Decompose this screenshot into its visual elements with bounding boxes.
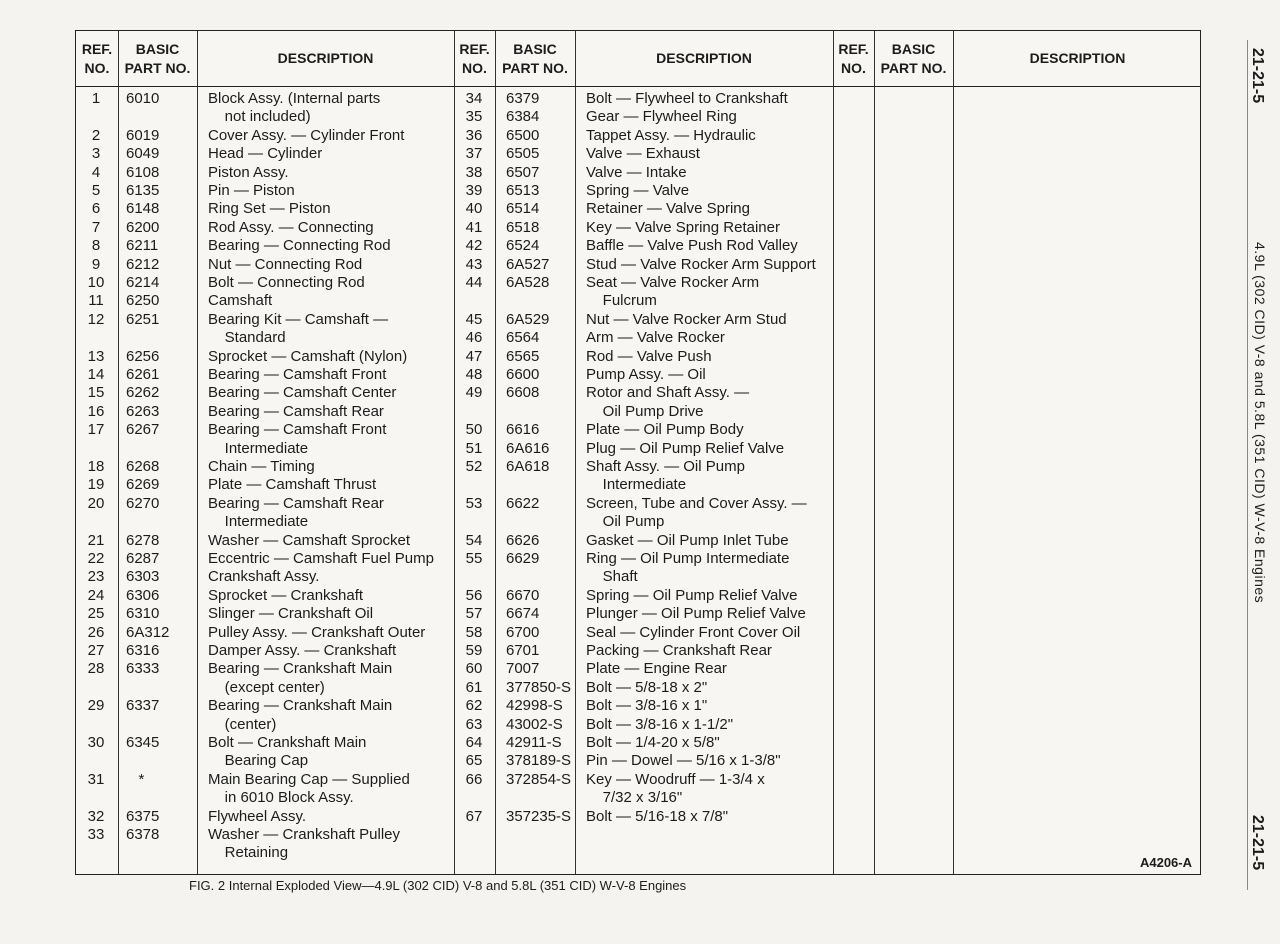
part-number-cell: 6701 [506,642,540,659]
description-cell: Oil Pump [586,513,665,531]
ref-cell: 34 [465,90,483,107]
table-row [454,513,1200,531]
part-number-cell: 6379 [506,90,540,107]
ref-cell: 26 [87,623,105,641]
ref-cell: 8 [91,237,101,255]
table-row [454,789,1200,807]
description-cell: Nut — Connecting Rod [208,255,363,273]
description-cell: Key — Valve Spring Retainer [586,218,780,236]
part-number-cell: * [126,770,145,788]
ref-cell: 29 [87,697,105,715]
ref-cell: 55 [465,550,483,567]
ref-cell: 49 [465,384,483,402]
part-number-cell: 6333 [126,660,160,678]
ref-cell: 54 [465,531,483,549]
description-cell: Retaining [208,844,289,862]
part-number-cell: 6674 [506,605,540,623]
description-cell: Bolt — 5/8-18 x 2" [586,678,708,696]
table-row [454,292,1200,310]
ref-cell: 50 [465,421,483,439]
ref-cell: 31 [87,770,105,788]
description-cell: Block Assy. (Internal parts [208,90,381,107]
ref-cell: 62 [465,697,483,715]
description-cell: Seal — Cylinder Front Cover Oil [586,623,801,641]
description-cell: Plate — Camshaft Thrust [208,476,377,494]
part-number-cell: 6670 [506,586,540,604]
table-row [454,697,1200,715]
description-cell: Bearing — Camshaft Rear [208,402,384,420]
table-row [454,642,1200,660]
description-cell: Bearing — Camshaft Center [208,384,397,402]
ref-cell: 24 [87,586,105,604]
description-cell: Ring — Oil Pump Intermediate [586,550,790,567]
part-number-cell: 357235-S [506,807,572,825]
table-row [454,108,1200,126]
table-row [454,348,1200,366]
ref-cell: 51 [465,439,483,457]
description-cell: Cover Assy. — Cylinder Front [208,126,405,144]
header-part-1: BASIC PART NO. [124,40,191,76]
table-row [454,734,1200,752]
description-cell: Plate — Engine Rear [586,660,727,678]
part-number-cell: 6345 [126,734,160,751]
ref-cell: 20 [87,494,105,512]
description-cell: Washer — Camshaft Sprocket [208,531,411,549]
table-row [454,624,1200,642]
header-desc-3: DESCRIPTION [1029,50,1126,66]
description-cell: Fulcrum [586,292,657,310]
side-title: 4.9L (302 CID) V-8 and 5.8L (351 CID) W-V-8 Engines [1252,242,1268,604]
ref-cell: 10 [87,274,105,291]
description-cell: Bolt — 3/8-16 x 1" [586,697,708,715]
table-row [454,384,1200,402]
ref-cell: 33 [87,826,105,843]
description-cell: Gear — Flywheel Ring [586,108,737,126]
description-cell: Bolt — Flywheel to Crankshaft [586,90,788,107]
part-number-cell: 6337 [126,697,160,715]
part-number-cell: 6268 [126,458,160,475]
table-row [454,568,1200,586]
part-number-cell: 6700 [506,623,540,641]
description-cell: Packing — Crankshaft Rear [586,642,772,659]
ref-cell: 11 [88,292,104,310]
ref-cell: 36 [465,126,483,144]
ref-cell: 35 [465,108,483,126]
description-cell: Piston Assy. [208,163,289,181]
part-number-cell: 6010 [126,90,160,107]
table-row [454,440,1200,458]
part-number-cell: 6316 [126,642,160,659]
description-cell: Head — Cylinder [208,145,323,163]
description-cell: Sprocket — Camshaft (Nylon) [208,347,408,365]
part-number-cell: 6514 [506,200,540,218]
description-cell: Shaft [586,568,638,586]
part-number-cell: 378189-S [506,752,572,770]
description-cell: Seat — Valve Rocker Arm [586,274,760,291]
description-cell: Bearing Kit — Camshaft — [208,310,389,328]
part-number-cell: 6214 [126,274,160,291]
table-row [454,605,1200,623]
part-number-cell: 6600 [506,366,540,383]
description-cell: Rod Assy. — Connecting [208,218,374,236]
table-row [454,274,1200,292]
part-number-cell: 6513 [506,182,540,199]
part-number-cell: 6518 [506,218,540,236]
ref-cell: 53 [465,494,483,512]
part-number-cell: 6A527 [506,255,550,273]
part-number-cell: 6135 [126,182,160,199]
part-number-cell: 6303 [126,568,160,586]
ref-cell: 28 [87,660,105,678]
ref-cell: 5 [91,182,101,199]
figure-caption: FIG. 2 Internal Exploded View—4.9L (302 CID) V-8 and 5.8L (351 CID) W-V-8 Engines [189,878,687,893]
header-ref-1: REF. NO. [81,40,113,76]
table-row [454,495,1200,513]
table-row [454,752,1200,770]
description-cell: Spring — Oil Pump Relief Valve [586,586,798,604]
header-desc-2: DESCRIPTION [656,50,752,66]
ref-cell: 46 [465,329,483,347]
description-cell: Damper Assy. — Crankshaft [208,642,397,659]
ref-cell: 32 [87,807,105,825]
description-cell: Gasket — Oil Pump Inlet Tube [586,531,789,549]
ref-cell: 39 [465,182,483,199]
description-cell: 7/32 x 3/16" [586,789,683,807]
part-number-cell: 6049 [126,145,160,163]
part-number-cell: 6108 [126,163,160,181]
part-number-cell: 6262 [126,384,160,402]
description-cell: Standard [208,329,286,347]
ref-cell: 9 [91,255,101,273]
description-cell: Ring Set — Piston [208,200,331,218]
part-number-cell: 6261 [126,366,160,383]
description-cell: Chain — Timing [208,458,315,475]
ref-cell: 25 [87,605,105,623]
ref-cell: 22 [87,550,105,567]
part-number-cell: 6507 [506,163,540,181]
table-row [454,237,1200,255]
ref-cell: 52 [465,458,483,475]
header-part-2: BASIC PART NO. [502,40,568,76]
description-cell: Pin — Dowel — 5/16 x 1-3/8" [586,752,781,770]
description-cell: Bearing — Crankshaft Main [208,697,393,715]
description-cell: (except center) [208,678,325,696]
table-row [454,403,1200,421]
ref-cell: 56 [465,586,483,604]
page-number-top: 21-21-5 [1249,48,1266,104]
table-row [454,366,1200,384]
table-row [454,679,1200,697]
description-cell: Valve — Intake [586,163,687,181]
description-cell: Bolt — Crankshaft Main [208,734,367,751]
ref-cell: 17 [87,421,105,439]
description-cell: Flywheel Assy. [208,807,307,825]
ref-cell: 27 [87,642,105,659]
part-number-cell: 6A529 [506,310,550,328]
ref-cell: 61 [465,678,483,696]
ref-cell: 44 [465,274,483,291]
part-number-cell: 6616 [506,421,540,439]
table-row [454,771,1200,789]
ref-cell: 16 [87,402,105,420]
description-cell: Intermediate [586,476,687,494]
table-row [454,127,1200,145]
description-cell: Stud — Valve Rocker Arm Support [586,255,816,273]
part-number-cell: 6270 [126,494,160,512]
parts-table [75,30,1201,875]
header-part-3: BASIC PART NO. [880,40,947,76]
ref-cell: 3 [91,145,101,163]
ref-cell: 57 [465,605,483,623]
description-cell: Valve — Exhaust [586,145,700,163]
description-cell: Retainer — Valve Spring [586,200,750,218]
part-number-cell: 6211 [126,237,159,255]
ref-cell: 15 [87,384,105,402]
part-number-cell: 7007 [506,660,540,678]
description-cell: Bearing — Crankshaft Main [208,660,393,678]
header-desc-1: DESCRIPTION [277,50,374,66]
table-row [454,256,1200,274]
header-ref-3: REF. NO. [838,40,869,76]
description-cell: Crankshaft Assy. [208,568,320,586]
description-cell: Bolt — Connecting Rod [208,274,365,291]
header-ref-2: REF. NO. [459,40,490,76]
description-cell: Arm — Valve Rocker [586,329,725,347]
description-cell: Bolt — 1/4-20 x 5/8" [586,734,720,751]
ref-cell: 18 [87,458,105,475]
part-number-cell: 6A616 [506,439,550,457]
ref-cell: 63 [465,715,483,733]
description-cell: Plate — Oil Pump Body [586,421,744,439]
part-number-cell: 42998-S [506,697,563,715]
table-row [454,145,1200,163]
part-number-cell: 6524 [506,237,540,255]
description-cell: Bearing Cap [208,752,309,770]
table-row [454,716,1200,734]
ref-cell: 21 [87,531,105,549]
description-cell: Oil Pump Drive [586,402,704,420]
description-cell: Spring — Valve [586,182,690,199]
table-row [454,311,1200,329]
ref-cell: 41 [465,218,483,236]
part-number-cell: 6608 [506,384,540,402]
part-number-cell: 6384 [506,108,540,126]
ref-cell: 2 [91,126,101,144]
description-cell: Washer — Crankshaft Pulley [208,826,401,843]
description-cell: Sprocket — Crankshaft [208,586,364,604]
table-row [454,182,1200,200]
description-cell: not included) [208,108,311,126]
part-number-cell: 6251 [126,310,160,328]
part-number-cell: 6378 [126,826,160,843]
description-cell: Bearing — Camshaft Front [208,421,387,439]
table-row [454,660,1200,678]
part-number-cell: 6263 [126,402,160,420]
ref-cell: 6 [91,200,101,218]
description-cell: Baffle — Valve Push Rod Valley [586,237,798,255]
description-cell: Bolt — 3/8-16 x 1-1/2" [586,715,734,733]
part-number-cell: 42911-S [506,734,562,751]
table-row [454,458,1200,476]
table-row [454,476,1200,494]
ref-cell: 1 [91,90,101,107]
ref-cell: 66 [465,770,483,788]
description-cell: Eccentric — Camshaft Fuel Pump [208,550,434,567]
ref-cell: 42 [465,237,483,255]
description-cell: Screen, Tube and Cover Assy. — [586,494,807,512]
part-number-cell: 6565 [506,347,540,365]
description-cell: Bolt — 5/16-18 x 7/8" [586,807,729,825]
description-cell: Pulley Assy. — Crankshaft Outer [208,623,426,641]
part-number-cell: 6200 [126,218,160,236]
description-cell: Bearing — Connecting Rod [208,237,391,255]
ref-cell: 43 [465,255,483,273]
ref-cell: 37 [465,145,483,163]
ref-cell: 47 [465,347,483,365]
part-number-cell: 43002-S [506,715,563,733]
description-cell: Tappet Assy. — Hydraulic [586,126,756,144]
ref-cell: 45 [465,310,483,328]
part-number-cell: 6626 [506,531,540,549]
table-row [454,329,1200,347]
table-row [76,826,1200,844]
description-cell: in 6010 Block Assy. [208,789,354,807]
description-cell: Pin — Piston [208,182,295,199]
ref-cell: 58 [465,623,483,641]
description-cell: (center) [208,715,277,733]
description-cell: Plug — Oil Pump Relief Valve [586,439,785,457]
table-row [76,844,1200,862]
description-cell: Nut — Valve Rocker Arm Stud [586,310,787,328]
ref-cell: 38 [465,163,483,181]
part-number-cell: 6287 [126,550,160,567]
part-number-cell: 6148 [126,200,160,218]
part-number-cell: 372854-S [506,770,572,788]
table-row [454,164,1200,182]
part-number-cell: 6622 [506,494,540,512]
page-number-bottom: 21-21-5 [1249,815,1266,871]
ref-cell: 40 [465,200,483,218]
ref-cell: 4 [91,163,101,181]
table-row [454,200,1200,218]
part-number-cell: 377850-S [506,678,572,696]
description-cell: Bearing — Camshaft Rear [208,494,384,512]
part-number-cell: 6256 [126,347,160,365]
figure-code: A4206-A [1139,855,1192,870]
part-number-cell: 6306 [126,586,160,604]
ref-cell: 13 [87,347,105,365]
table-row [454,421,1200,439]
ref-cell: 59 [465,642,483,659]
table-row [454,550,1200,568]
description-cell: Intermediate [208,513,309,531]
ref-cell: 7 [91,218,101,236]
ref-cell: 23 [87,568,105,586]
part-number-cell: 6019 [126,126,160,144]
table-row [454,532,1200,550]
table-row [454,90,1200,108]
description-cell: Main Bearing Cap — Supplied [208,770,410,788]
part-number-cell: 6250 [126,292,160,310]
description-cell: Intermediate [208,439,309,457]
part-number-cell: 6629 [506,550,540,567]
part-number-cell: 6505 [506,145,540,163]
part-number-cell: 6269 [126,476,160,494]
part-number-cell: 6310 [126,605,160,623]
part-number-cell: 6267 [126,421,160,439]
part-number-cell: 6212 [126,255,160,273]
part-number-cell: 6375 [126,807,160,825]
part-number-cell: 6A528 [506,274,550,291]
table-row [454,808,1200,826]
ref-cell: 65 [465,752,483,770]
ref-cell: 12 [87,310,105,328]
ref-cell: 48 [465,366,483,383]
part-number-cell: 6A618 [506,458,550,475]
description-cell: Slinger — Crankshaft Oil [208,605,374,623]
description-cell: Rod — Valve Push [586,347,712,365]
description-cell: Bearing — Camshaft Front [208,366,387,383]
description-cell: Plunger — Oil Pump Relief Valve [586,605,806,623]
ref-cell: 67 [465,807,483,825]
table-row [454,219,1200,237]
description-cell: Camshaft [208,292,273,310]
part-number-cell: 6500 [506,126,540,144]
ref-cell: 64 [465,734,483,751]
description-cell: Shaft Assy. — Oil Pump [586,458,745,475]
table-row [454,587,1200,605]
part-number-cell: 6278 [126,531,160,549]
part-number-cell: 6A312 [126,623,170,641]
description-cell: Pump Assy. — Oil [586,366,706,383]
part-number-cell: 6564 [506,329,540,347]
ref-cell: 14 [87,366,105,383]
description-cell: Key — Woodruff — 1-3/4 x [586,770,765,788]
ref-cell: 30 [87,734,105,751]
ref-cell: 60 [465,660,483,678]
ref-cell: 19 [87,476,105,494]
description-cell: Rotor and Shaft Assy. — [586,384,750,402]
